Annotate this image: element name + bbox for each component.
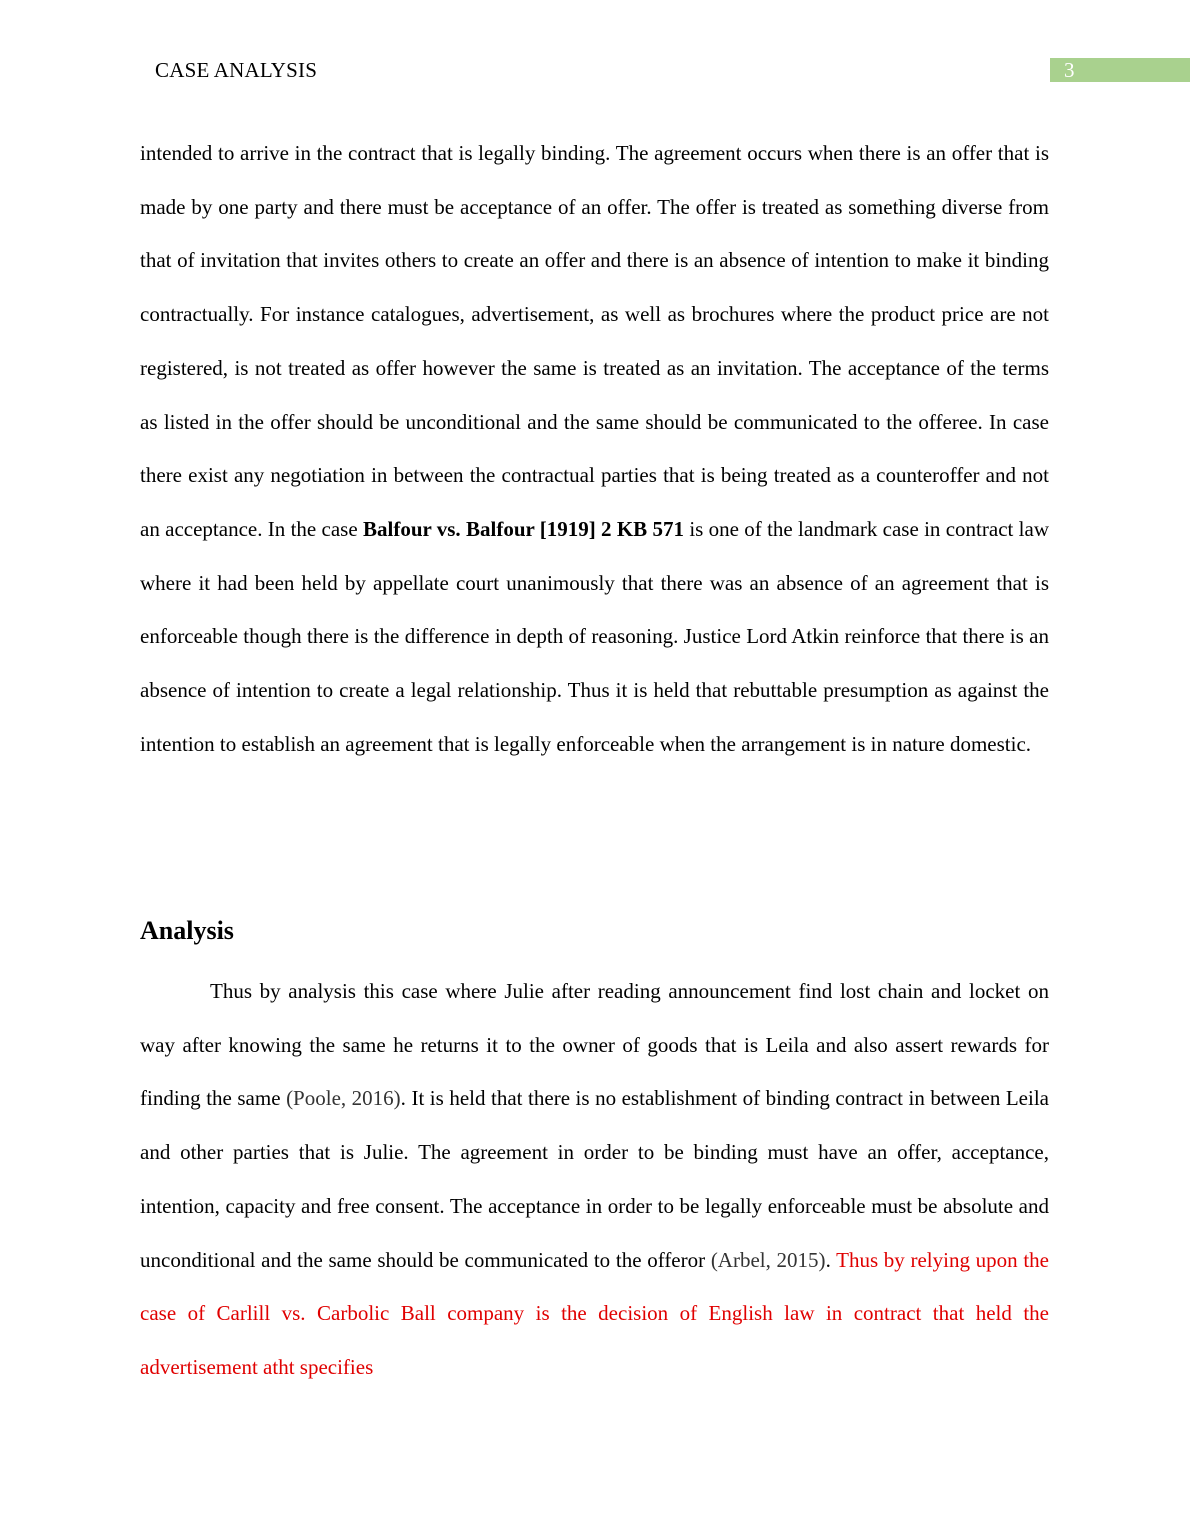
citation: (Poole, 2016) — [286, 1086, 401, 1111]
paragraph-text: is one of the landmark case in contract law where it had been held by appellate court unanimously that there was an absence of an agreement that is enforceable though there is the difference in depth of reasoning. Justice Lord Atkin reinforce that there is an absence of intention to create a legal relationship. Thus it is held that rebuttable presumption as against the intention to establish an agreement that is legally enforceable when the arrangement is in nature domestic. — [140, 516, 1049, 756]
body-paragraph-2 — [140, 965, 1049, 1395]
section-heading: Analysis — [140, 916, 234, 945]
case-name: Balfour vs. Balfour [1919] 2 KB 571 — [362, 516, 685, 541]
page-number-bar — [1050, 58, 1190, 82]
running-head: CASE ANALYSIS — [155, 58, 318, 82]
paragraph-text: . It is held that there is no establishment of binding contract in between Leila and other parties that is Julie. The agreement in order to be binding must have an offer, acceptance, intention, capacity and free consent. The acceptance in order to be legally enforceable must be absolute and unconditional and the same should be communicated to the offeror — [140, 1086, 1049, 1272]
page-number: 3 — [1064, 58, 1075, 82]
paragraph-text: Thus by analysis this case where Julie after reading announcement find lost chain and locket on way after knowing the same he returns it to the owner of goods that is Leila and also assert rewards for finding the same — [140, 979, 1049, 1111]
highlighted-text: Thus by relying upon the case of Carlill vs. Carbolic Ball company is the decision of English law in contract that held the advertisement atht specifies — [140, 1247, 1050, 1379]
body-paragraph-1 — [140, 127, 1049, 771]
paragraph-text: . — [825, 1247, 837, 1272]
paragraph-text: intended to arrive in the contract that is legally binding. The agreement occurs when there is an offer that is made by one party and there must be acceptance of an offer. The offer is treated as something diverse from that of invitation that invites others to create an offer and there is an absence of intention to make it binding contractually. For instance catalogues, advertisement, as well as brochures where the product price are not registered, is not treated as offer however the same is treated as an invitation. The acceptance of the terms as listed in the offer should be unconditional and the same should be communicated to the offeree. In case there exist any negotiation in between the contractual parties that is being treated as a counteroffer and not an acceptance. In the case — [140, 141, 1049, 541]
citation: (Arbel, 2015) — [710, 1247, 826, 1272]
